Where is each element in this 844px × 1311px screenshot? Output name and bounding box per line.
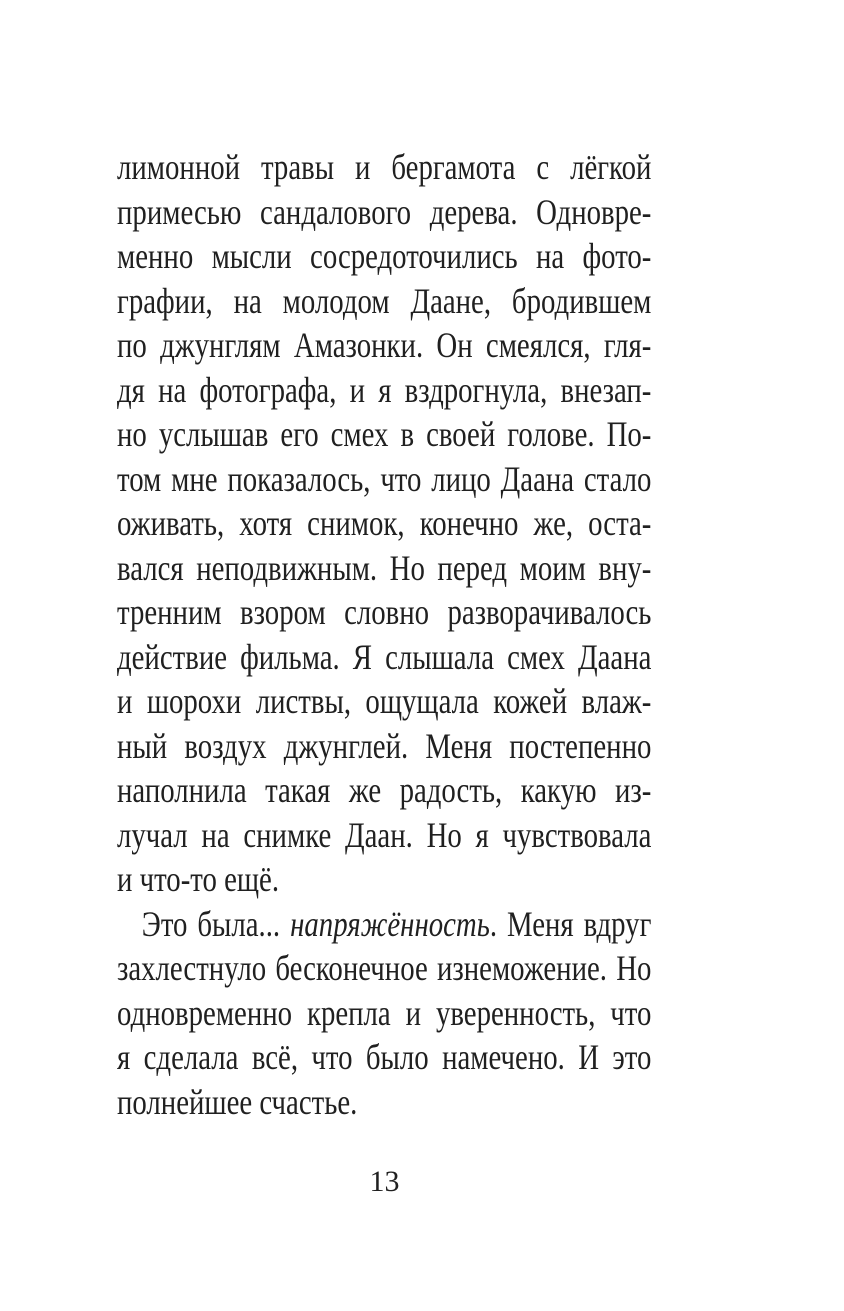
text-line [117, 724, 651, 769]
text-line [117, 679, 651, 724]
text-line [117, 590, 651, 635]
text-line [117, 546, 651, 591]
text-segment: Это была... [141, 903, 291, 944]
text-segment: и шорохи листвы, ощущала кожей влаж- [117, 681, 652, 721]
text-line [117, 145, 651, 190]
text-segment: по джунглям Амазонки. Он смеялся, гля- [117, 325, 652, 365]
text-line [117, 457, 651, 502]
text-line [117, 368, 651, 413]
text-segment: менно мысли сосредоточились на фото- [117, 236, 652, 276]
paragraph [117, 145, 652, 902]
text-segment: захлестнуло бесконечное изнеможение. Но [117, 948, 652, 988]
text-line [117, 946, 651, 991]
paragraph [117, 902, 652, 1125]
text-segment: тренним взором словно разворачивалось [117, 592, 652, 632]
text-line [117, 991, 651, 1036]
text-line [117, 190, 651, 235]
text-line [117, 234, 651, 279]
text-line [117, 501, 651, 546]
text-line [117, 1035, 651, 1080]
text-line [117, 279, 651, 324]
text-segment: я сделала всё, что было намечено. И это [117, 1037, 652, 1077]
page-text [117, 145, 652, 1124]
text-segment: оживать, хотя снимок, конечно же, оста- [117, 503, 652, 543]
text-segment: . Меня вдруг [489, 903, 652, 944]
text-segment: но услышав его смех в своей голове. По- [117, 414, 652, 454]
text-segment: и что-то ещё. [117, 859, 280, 899]
text-segment: действие фильма. Я слышала смех Даана [117, 636, 652, 677]
text-line [117, 1080, 651, 1125]
text-line [117, 412, 651, 457]
text-segment: наполнила такая же радость, какую из- [117, 770, 652, 810]
text-segment: лимонной травы и бергамота с лёгкой [117, 147, 652, 187]
text-segment: том мне показалось, что лицо Даана стало [117, 458, 652, 499]
text-line [117, 323, 651, 368]
text-line [117, 635, 651, 680]
text-segment: одновременно крепла и уверенность, что [117, 992, 652, 1033]
text-segment: ный воздух джунглей. Меня постепенно [117, 725, 652, 766]
text-line [117, 768, 651, 813]
text-line [117, 857, 651, 902]
text-segment: лучал на снимке Даан. Но я чувствовала [117, 814, 652, 855]
text-line [117, 902, 651, 947]
italic-term: напряжённость [290, 903, 490, 944]
text-segment: вался неподвижным. Но перед моим вну- [117, 547, 652, 588]
text-segment: графии, на молодом Даане, бродившем [117, 280, 652, 321]
text-segment: полнейшее счастье. [117, 1081, 358, 1122]
text-segment: дя на фотографа, и я вздрогнула, внезап- [117, 369, 652, 410]
text-line [117, 813, 651, 858]
text-segment: примесью сандалового дерева. Одновре- [117, 191, 652, 232]
page-number: 13 [369, 1165, 400, 1198]
